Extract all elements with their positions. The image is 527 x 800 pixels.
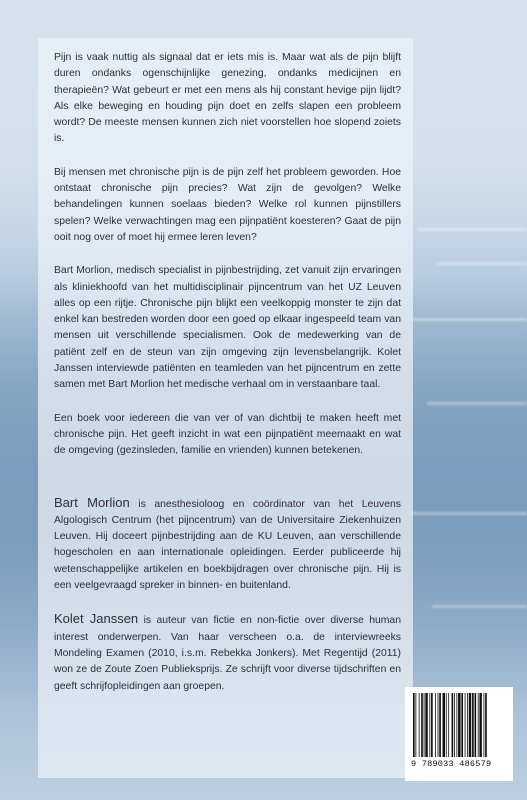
barcode-bar xyxy=(446,693,447,757)
barcode-bar xyxy=(485,693,487,757)
barcode-bar xyxy=(439,693,441,757)
barcode-bar xyxy=(429,693,430,757)
barcode-bar xyxy=(443,693,445,757)
blurb-paragraph-2: Bij mensen met chronische pijn is de pijn zelf het probleem geworden. Hoe ontstaat chronische pijn precies? Wat zijn de gevolgen? Welke behandelingen kunnen soelaas bieden? Welke rol kunnen pijnstillers spelen? Welke verwachtingen mag een pijnpatiënt koesteren? Gaat de pijn ooit nog over of moet hij ermee leren leven? xyxy=(54,166,401,243)
sea-reflection xyxy=(409,512,527,515)
author-name: Kolet Janssen xyxy=(54,611,139,627)
section-spacer xyxy=(54,477,401,495)
barcode-bar xyxy=(479,693,481,757)
barcode-bar xyxy=(475,693,477,757)
barcode-bar xyxy=(419,693,420,757)
sea-reflection xyxy=(437,262,527,265)
barcode-bar xyxy=(454,693,455,757)
sea-reflection xyxy=(427,402,527,405)
blurb-paragraph-4: Een boek voor iedereen die van ver of van dichtbij te maken heeft met chronische pijn. Het geeft inzicht in wat een pijnpatiënt meemaakt en wat de omgeving (gezinsleden, familie en vrienden) kunnen betekenen. xyxy=(54,412,401,457)
author-bio-text: is anesthesioloog en coördinator van het Leuvens Algologisch Centrum (het pijncentrum) van de Universitaire Ziekenhuizen Leuven. Hij doceert pijnbestrijding aan de KU Leuven, aan verschillende hogescholen en aan internationale opleidingen. Eerder publiceerde hij wetenschappelijke artikelen en boekbijdragen over chronische pijn. Hij is een veelgevraagd spreker in binnen- en buitenland. xyxy=(54,498,401,592)
barcode-bar xyxy=(424,693,425,757)
isbn-number: 9 789033 486579 xyxy=(411,759,492,769)
barcode-bar xyxy=(484,693,485,757)
author-bio-janssen xyxy=(54,611,401,694)
sea-reflection xyxy=(412,318,527,321)
sea-reflection xyxy=(432,605,527,608)
barcode-bar xyxy=(415,693,416,757)
barcode-bar xyxy=(478,693,479,757)
barcode-bar xyxy=(461,693,463,757)
barcode-bar xyxy=(472,693,474,757)
barcode-bar xyxy=(435,693,436,757)
author-bio-text: is auteur van fictie en non-fictie over diverse human interest onderwerpen. Van haar verscheen o.a. de interviewreeks Mondeling Examen (2010, i.s.m. Rebekka Jonkers). Met Regentijd (2011) won ze de Zoute Zoen Publieksprijs. Ze schrijft voor diverse tijdschriften en geeft schrijfopleidingen aan groepen. xyxy=(54,615,401,692)
barcode-bar xyxy=(425,693,427,757)
barcode-bar xyxy=(431,693,433,757)
barcode-bar xyxy=(452,693,454,757)
blurb-paragraph-3: Bart Morlion, medisch specialist in pijnbestrijding, zet vanuit zijn ervaringen als kliniekhoofd van het multidisciplinair pijncentrum van het UZ Leuven alles op een rijtje. Chronische pijn blijkt een veelkoppig monster te zijn dat enkel kan bestreden worden door een goed op elkaar ingespeeld team van mensen uit verschillende specialismen. Ook de medewerking van de patiënt zelf en de steun van zijn omgeving zijn levensbelangrijk. Kolet Janssen interviewde patiënten en teamleden van het pijncentrum en zette samen met Bart Morlion het medische verhaal om in verstaanbare taal. xyxy=(54,265,401,391)
isbn-barcode xyxy=(405,687,513,781)
barcode-bar xyxy=(448,693,449,757)
barcode-bar xyxy=(467,693,468,757)
barcode-bars xyxy=(413,693,505,757)
barcode-bar xyxy=(438,693,439,757)
barcode-bar xyxy=(469,693,471,757)
barcode-bar xyxy=(421,693,423,757)
blurb-paragraph-1: Pijn is vaak nuttig als signaal dat er iets mis is. Maar wat als de pijn blijft duren ondanks ogenschijnlijke genezing, ondanks medicijnen en therapieën? Wat gebeurt er met een mens als hij constant hevige pijn lijdt? Als elke beweging en houding pijn doet en zelfs slapen een probleem wordt? De meeste mensen kunnen zich niet voorstellen hoe slopend zoiets is. xyxy=(54,52,401,145)
back-cover-text xyxy=(54,50,401,712)
barcode-bar xyxy=(465,693,466,757)
barcode-bar xyxy=(413,693,415,757)
author-bio-morlion xyxy=(54,495,401,595)
author-name: Bart Morlion xyxy=(54,494,130,510)
sea-reflection xyxy=(417,228,527,231)
barcode-bar xyxy=(456,693,457,757)
barcode-bar xyxy=(458,693,460,757)
